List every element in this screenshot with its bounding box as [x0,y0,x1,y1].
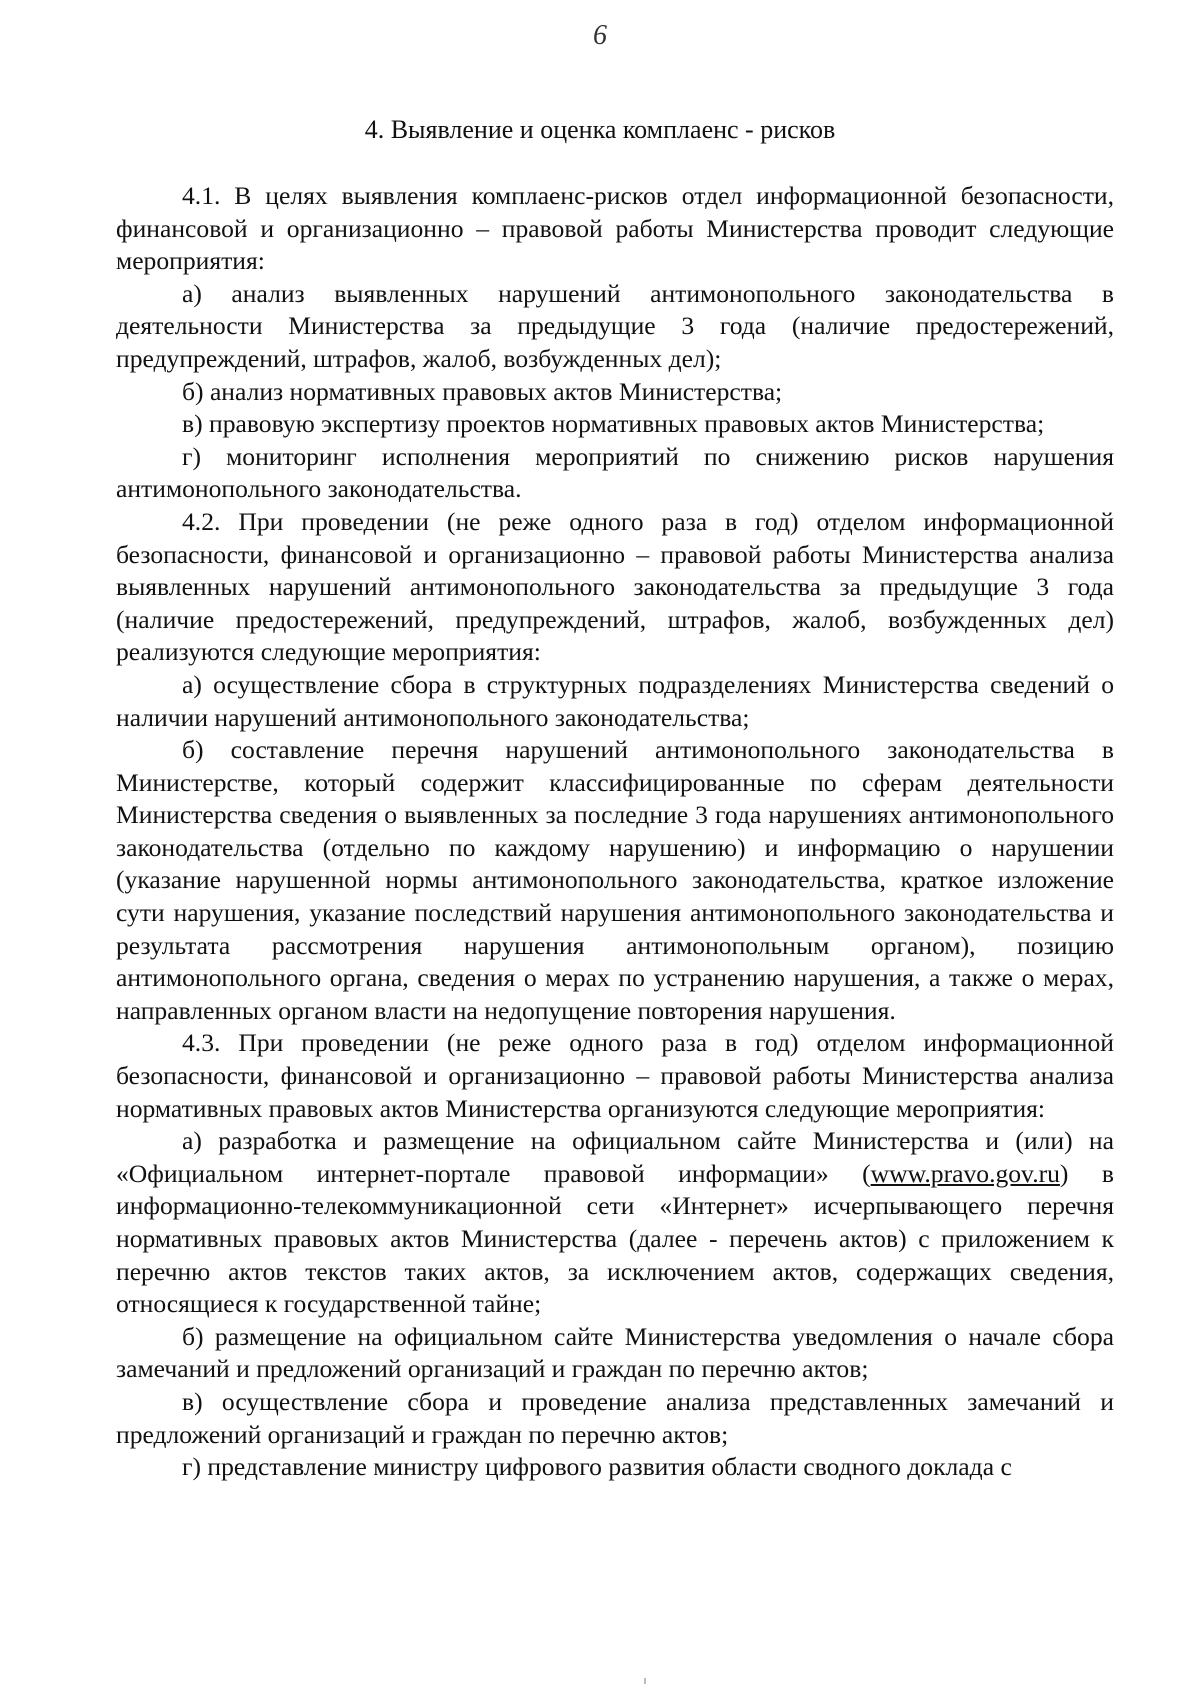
paragraph-4-3-b: б) размещение на официальном сайте Министерства уведомления о начале сбора замечаний и предложений организаций и граждан по перечню актов; [116,1321,1114,1384]
section-title: 4. Выявление и оценка комплаенс - рисков [364,115,836,144]
paragraph-4-1: 4.1. В целях выявления комплаенс-рисков отдел информационной безопасности, финансовой и организационно – правовой работы Министерства проводит следующие мероприятия: [116,181,1114,276]
paragraph-4-3-a-text-start: а) разработка и размещение на официальном сайте Министерства и (или) на «Официальном интернет-портале правовой информации» ( [116,1126,1114,1188]
paragraph-4-1-a: а) анализ выявленных нарушений антимонопольного законодательства в деятельности Министерства за предыдущие 3 года (наличие предостережений, предупреждений, штрафов, жалоб, возбужденных дел); [116,278,1114,373]
paragraph-4-3: 4.3. При проведении (не реже одного раза в год) отделом информационной безопасности, финансовой и организационно – правовой работы Министерства анализа нормативных правовых актов Министерства организуются следующие мероприятия: [116,1028,1114,1123]
paragraph-4-2-b: б) составление перечня нарушений антимонопольного законодательства в Министерстве, который содержит классифицированные по сферам деятельности Министерства сведения о выявленных за последние 3 года нарушениях антимонопольного законодательства (отдельно по каждому нарушению) и информацию о нарушении (указание нарушенной нормы антимонопольного законодательства, краткое изложение сути нарушения, указание последствий нарушения антимонопольного законодательства и результата рассмотрения нарушения антимонопольным органом), позицию антимонопольного органа, сведения о мерах по устранению нарушения, а также о мерах, направленных органом власти на недопущение повторения нарушения. [116,735,1114,1025]
scan-artifact [644,1678,646,1684]
pravo-gov-link[interactable]: www.pravo.gov.ru [870,1158,1060,1188]
paragraph-4-3-a-text-end: ) в информационно-телекоммуникационной сети «Интернет» исчерпывающего перечня нормативных правовых актов Министерства (далее - перечень актов) с приложением к перечню актов текстов таких актов, за исключением актов, содержащих сведения, относящиеся к государственной тайне; [116,1158,1114,1319]
paragraph-4-3-a [116,1125,1114,1321]
paragraph-4-3-v: в) осуществление сбора и проведение анализа представленных замечаний и предложений организаций и граждан по перечню актов; [116,1386,1114,1449]
paragraph-4-2-a: а) осуществление сбора в структурных подразделениях Министерства сведений о наличии нарушений антимонопольного законодательства; [116,669,1114,732]
paragraph-4-1-g: г) мониторинг исполнения мероприятий по снижению рисков нарушения антимонопольного законодательства. [116,441,1114,504]
document-body [116,180,1114,1484]
paragraph-4-1-b: б) анализ нормативных правовых актов Министерства; [182,376,783,406]
paragraph-4-2: 4.2. При проведении (не реже одного раза в год) отделом информационной безопасности, финансовой и организационно – правовой работы Министерства анализа выявленных нарушений антимонопольного законодательства за предыдущие 3 года (наличие предостережений, предупреждений, штрафов, жалоб, возбужденных дел) реализуются следующие мероприятия: [116,506,1114,667]
paragraph-4-1-v: в) правовую экспертизу проектов нормативных правовых актов Министерства; [182,409,1045,439]
paragraph-4-3-g: г) представление министру цифрового развития области сводного доклада с [182,1452,1012,1482]
page-number: 6 [593,20,607,51]
